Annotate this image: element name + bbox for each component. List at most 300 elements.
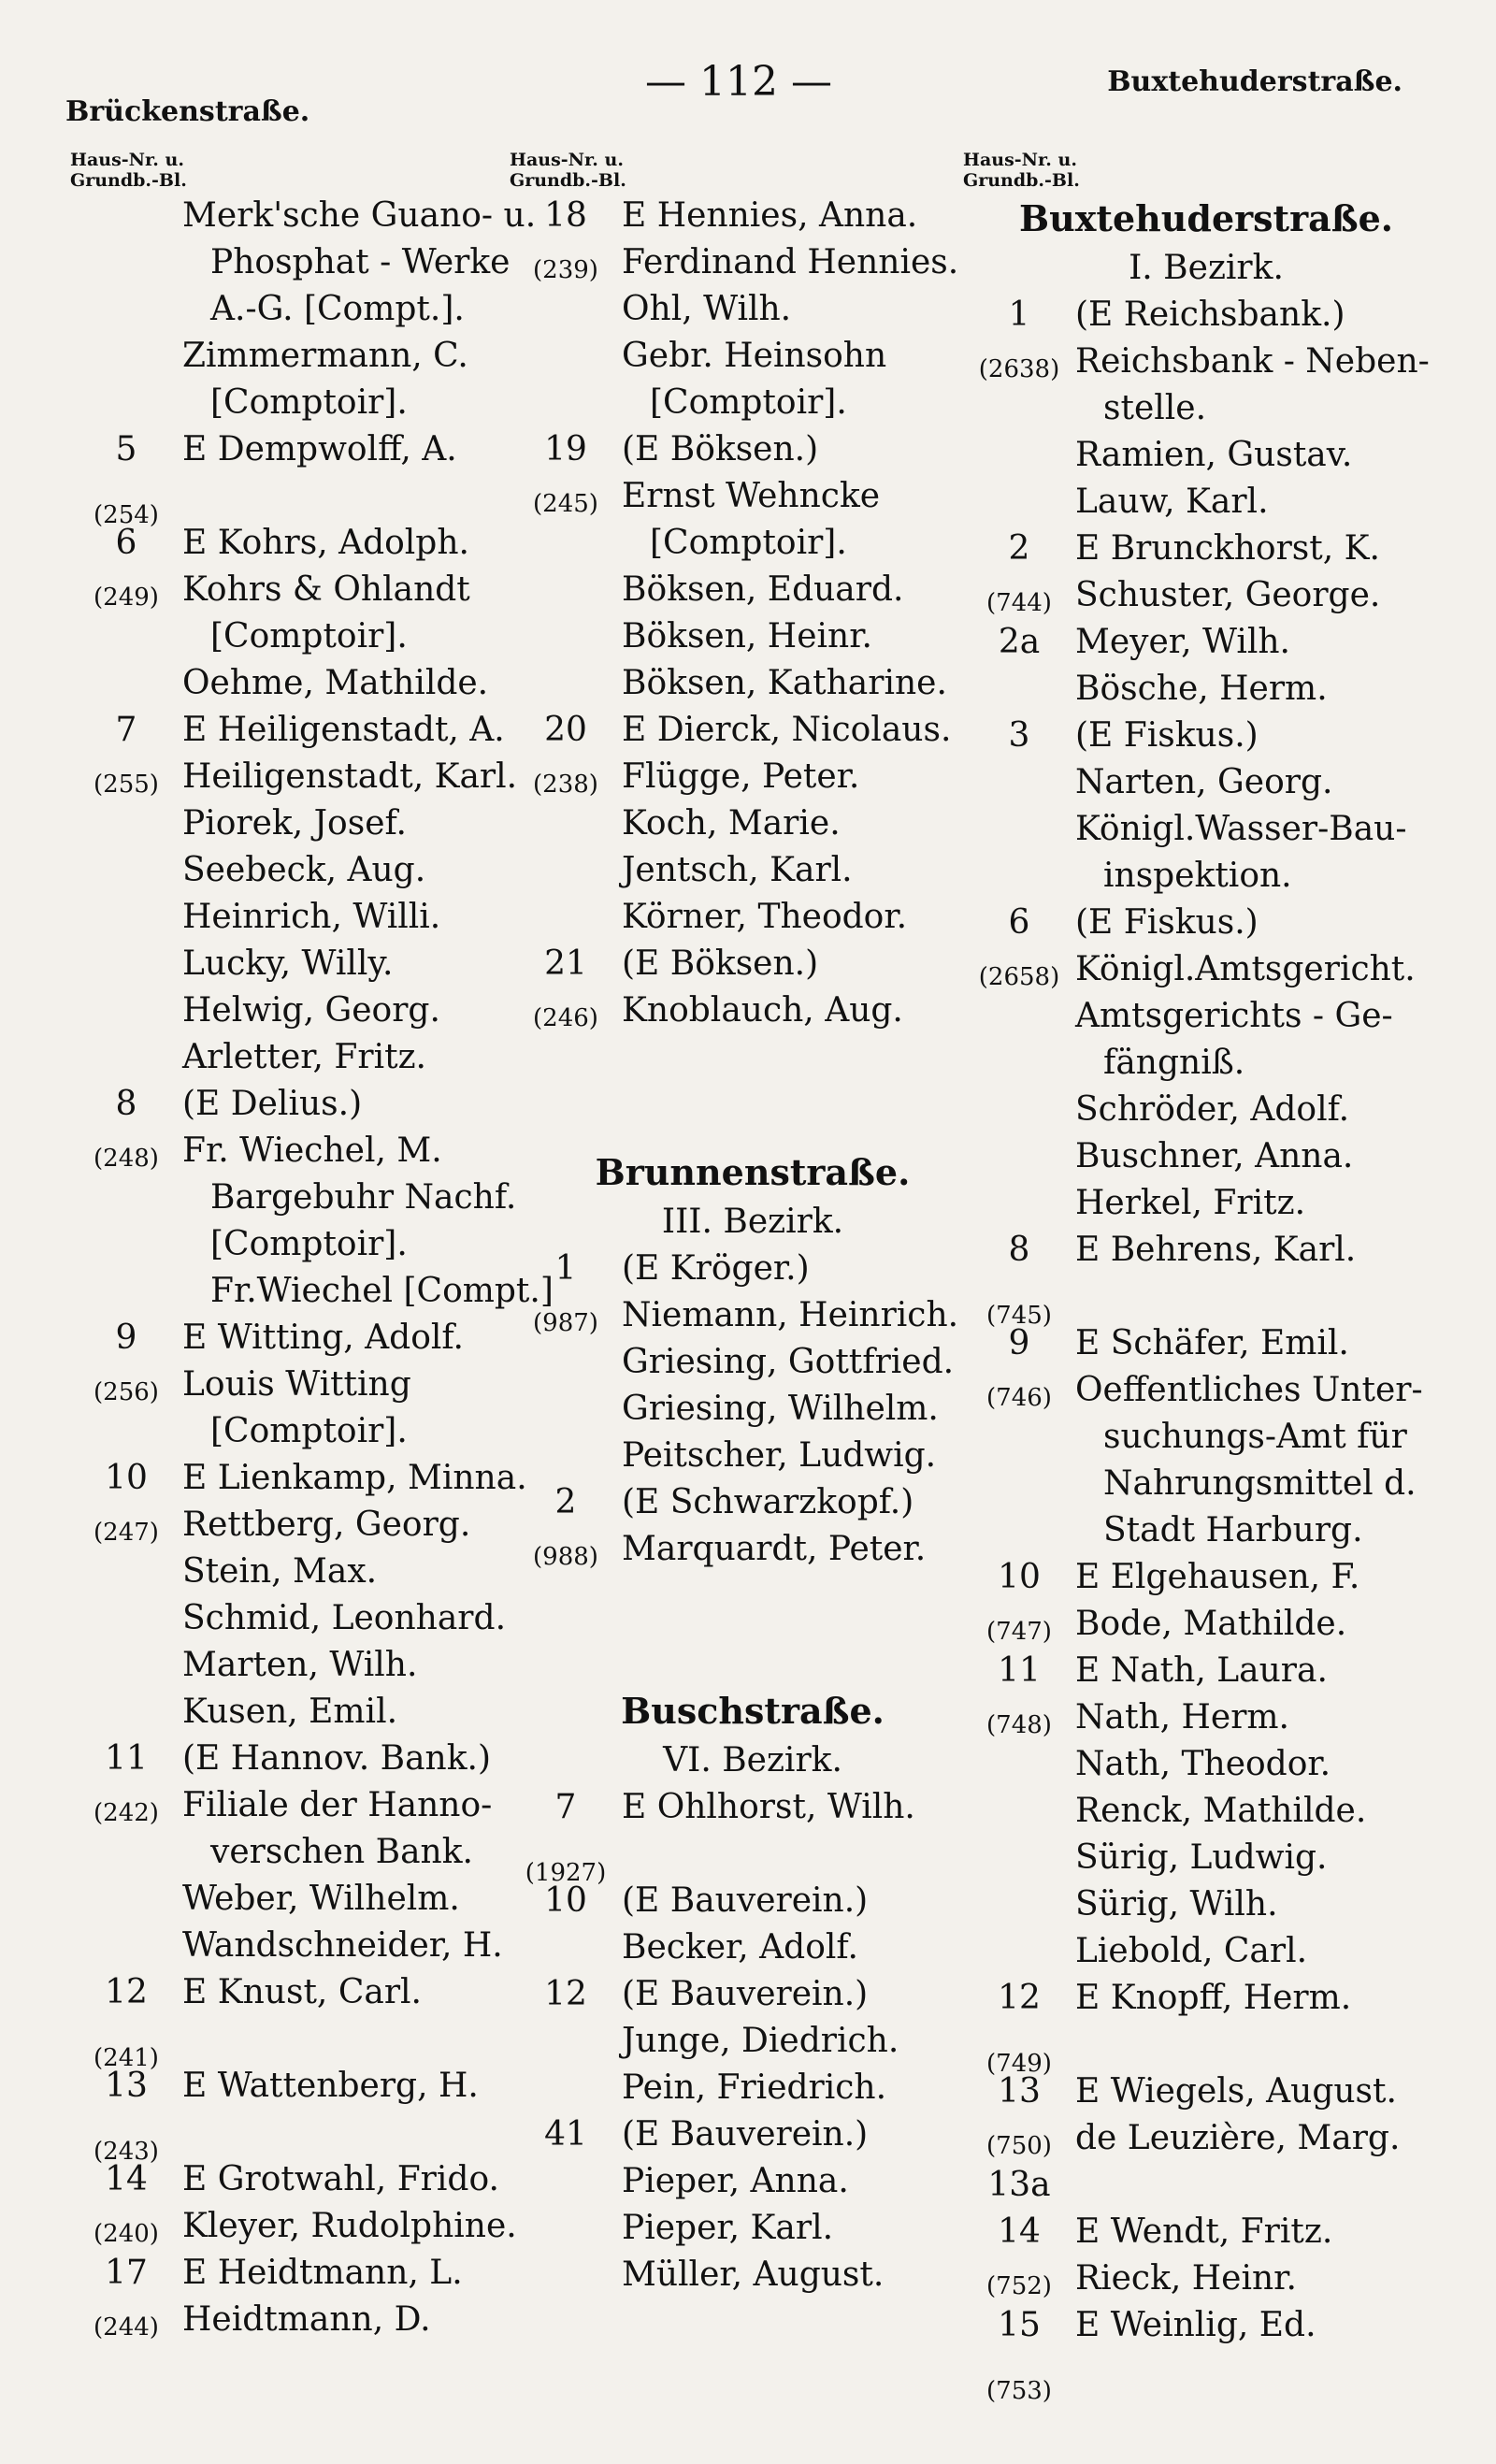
directory-entry [70,426,566,473]
resident-name: E Ohlhorst, Wilh. [622,1788,915,1826]
directory-entry [510,707,996,754]
resident-name: Pieper, Anna. [622,2162,849,2200]
resident-name: (E Fiskus.) [1075,716,1259,755]
resident-name: (E Böksen.) [622,944,819,983]
directory-entry [70,567,566,613]
directory-entry [963,619,1449,666]
district-heading: I. Bezirk. [1129,249,1284,287]
directory-entry [70,1502,566,1549]
resident-name: [Comptoir]. [210,1225,408,1263]
land-register-number: (746) [986,1384,1052,1412]
directory-entry [510,1526,996,1573]
directory-entry [70,707,566,754]
house-number: 12 [105,1973,148,2011]
resident-name: Nahrungsmittel d. [1103,1464,1417,1503]
section-gap [510,1573,996,1685]
resident-name: Weber, Wilhelm. [182,1880,460,1918]
house-number: 10 [544,1881,587,1920]
resident-name: Schuster, George. [1075,576,1381,614]
directory-entry [963,713,1449,759]
directory-entry [510,847,996,894]
house-number: 3 [1008,716,1030,755]
resident-name: Marquardt, Peter. [622,1530,927,1568]
resident-name: E Dierck, Nicolaus. [622,711,952,749]
resident-name: Müller, August. [622,2255,885,2294]
directory-entry [510,1784,996,1831]
directory-entry [963,2068,1449,2115]
resident-name: [Comptoir]. [210,1412,408,1450]
house-number: 1 [554,1249,577,1288]
land-register-number: (752) [986,2272,1052,2300]
directory-entry [510,1924,996,1971]
directory-entry [70,1081,566,1128]
column-heading [510,150,996,191]
house-number: 13 [105,2067,148,2105]
land-register-number: (753) [986,2377,1052,2405]
land-register-number: (749) [986,2050,1052,2078]
resident-name: E Lienkamp, Minna. [182,1459,527,1497]
house-number: 2 [1008,529,1030,568]
resident-name: Königl.Amtsgericht. [1075,950,1416,988]
house-number: 10 [105,1459,148,1497]
house-number: 6 [1008,903,1030,942]
directory-entry [963,806,1449,853]
directory-entry [963,666,1449,713]
street-heading: Buxtehuderstraße. [1018,197,1394,239]
directory-entry [963,1554,1449,1601]
resident-name: Peitscher, Ludwig. [622,1436,937,1475]
directory-entry [70,2016,566,2072]
resident-name: [Comptoir]. [650,383,847,422]
house-number: 13 [998,2072,1041,2111]
directory-entry [963,1461,1449,1507]
page-header [0,58,1496,128]
directory-entry [70,1315,566,1362]
directory-entry [510,1246,996,1292]
resident-name: E Knopff, Herm. [1075,1979,1352,2017]
resident-name: Pein, Friedrich. [622,2068,887,2107]
resident-name: Wandschneider, H. [182,1926,503,1965]
directory-entry [70,333,566,380]
resident-name: E Wattenberg, H. [182,2067,479,2105]
resident-name: [Comptoir]. [210,383,408,422]
resident-name: Bargebuhr Nachf. [210,1178,517,1217]
directory-entry [510,987,996,1034]
resident-name: Kohrs & Ohlandt [182,570,470,609]
resident-name: Ferdinand Hennies. [622,243,959,281]
resident-name: E Grotwahl, Frido. [182,2160,499,2198]
column-heading-line: Grundb.-Bl. [510,170,626,191]
directory-entry [963,339,1449,385]
resident-name: (E Schwarzkopf.) [622,1483,914,1521]
land-register-number: (1927) [525,1859,607,1887]
directory-entry [510,2252,996,2298]
resident-name: Amtsgerichts - Ge- [1075,997,1393,1035]
house-number: 9 [115,1318,137,1357]
resident-name: Heiligenstadt, Karl. [182,757,518,796]
directory-entry [510,941,996,987]
directory-entry [70,1408,566,1455]
house-number: 41 [544,2115,587,2154]
column-heading [70,150,566,191]
directory-entry [510,333,996,380]
directory-entry [510,800,996,847]
resident-name: (E Bauverein.) [622,1975,869,2013]
house-number: 2a [998,623,1041,661]
directory-entry [70,987,566,1034]
resident-name: (E Hannov. Bank.) [182,1739,492,1778]
directory-entry [963,1274,1449,1330]
house-number: 12 [544,1975,587,2013]
directory-entry [70,1782,566,1829]
resident-name: Gebr. Heinsohn [622,337,887,375]
resident-name: Bode, Mathilde. [1075,1605,1347,1643]
directory-entry [510,1292,996,1339]
resident-name: Sürig, Ludwig. [1075,1838,1328,1877]
resident-name: Herkel, Fritz. [1075,1184,1306,1222]
house-number: 21 [544,944,587,983]
directory-entry [510,1339,996,1386]
resident-name: E Knust, Carl. [182,1973,422,2011]
land-register-number: (988) [533,1543,598,1571]
resident-name: Heinrich, Willi. [182,898,441,936]
resident-name: E Behrens, Karl. [1075,1231,1357,1269]
directory-entry [963,759,1449,806]
directory-entry [70,847,566,894]
directory-entry [70,754,566,800]
directory-entry [510,2065,996,2111]
running-head-right: Buxtehuderstraße. [1107,65,1402,98]
directory-entry [963,1881,1449,1928]
directory-entry [70,520,566,567]
resident-name: Helwig, Georg. [182,991,440,1030]
column-2 [510,150,996,2298]
resident-name: Liebold, Carl. [1075,1932,1308,1970]
column-heading-line: Grundb.-Bl. [70,170,187,191]
house-number: 11 [998,1651,1041,1690]
directory-entry [963,1227,1449,1274]
directory-entry [70,1549,566,1595]
resident-name: Pieper, Karl. [622,2209,834,2247]
directory-entry [70,1128,566,1174]
house-number: 10 [998,1558,1041,1596]
resident-name: Ohl, Wilh. [622,290,792,328]
land-register-number: (2638) [978,355,1060,383]
land-register-number: (239) [533,256,598,284]
column-heading-line: Haus-Nr. u. [70,150,184,170]
page-number: — 112 — [645,58,832,106]
directory-entry [510,660,996,707]
resident-name: Schmid, Leonhard. [182,1599,507,1637]
land-register-number: (247) [94,1519,159,1547]
resident-name: Bösche, Herm. [1075,670,1328,708]
district-heading: VI. Bezirk. [663,1741,842,1780]
resident-name: Königl.Wasser-Bau- [1075,810,1407,848]
resident-name: Rieck, Heinr. [1075,2259,1297,2298]
resident-name: Filiale der Hanno- [182,1786,493,1824]
resident-name: inspektion. [1103,857,1292,895]
resident-name: verschen Bank. [210,1833,473,1871]
resident-name: Meyer, Wilh. [1075,623,1290,661]
directory-entry [70,894,566,941]
resident-name: Lauw, Karl. [1075,483,1269,521]
directory-entry [963,479,1449,526]
resident-name: Griesing, Gottfried. [622,1343,955,1381]
directory-entry [70,286,566,333]
directory-entry [70,1876,566,1923]
directory-entry [70,473,566,529]
directory-entry [963,432,1449,479]
directory-entry [510,1878,996,1924]
resident-name: E Weinlig, Ed. [1075,2306,1316,2344]
directory-entry [70,2110,566,2166]
resident-name: E Hennies, Anna. [622,196,918,235]
resident-name: Koch, Marie. [622,804,841,843]
resident-name: (E Kröger.) [622,1249,810,1288]
resident-name: E Dempwolff, A. [182,430,457,468]
directory-entry [963,1507,1449,1554]
land-register-number: (748) [986,1711,1052,1739]
directory-entry [70,1221,566,1268]
directory-entry [963,2162,1449,2209]
directory-entry [70,2250,566,2297]
directory-entry [510,894,996,941]
resident-name: E Witting, Adolf. [182,1318,464,1357]
directory-entry [510,239,996,286]
house-number: 1 [1008,295,1030,334]
resident-name: Renck, Mathilde. [1075,1792,1367,1830]
directory-entry [510,1479,996,1526]
directory-entry [510,754,996,800]
directory-entry [963,1180,1449,1227]
house-number: 7 [554,1788,577,1826]
directory-entry [963,292,1449,339]
directory-entry [963,1788,1449,1835]
directory-entry [70,1923,566,1969]
house-number: 19 [544,430,587,468]
resident-name: A.-G. [Compt.]. [210,290,465,328]
land-register-number: (248) [94,1145,159,1173]
directory-entry [70,239,566,286]
directory-entry [70,2203,566,2250]
resident-name: Nath, Herm. [1075,1698,1289,1736]
resident-name: suchungs-Amt für [1103,1418,1407,1456]
directory-entry [70,2156,566,2203]
house-number: 15 [998,2306,1041,2344]
house-number: 2 [554,1483,577,1521]
column-heading-line: Grundb.-Bl. [963,170,1080,191]
directory-entry [70,800,566,847]
resident-name: (E Bauverein.) [622,1881,869,1920]
directory-entry [70,1969,566,2016]
land-register-number: (243) [94,2138,159,2166]
resident-name: Rettberg, Georg. [182,1506,471,1544]
directory-entry [70,941,566,987]
directory-entry [70,1362,566,1408]
resident-name: Marten, Wilh. [182,1646,418,1684]
directory-entry [963,1320,1449,1367]
house-number: 14 [998,2212,1041,2251]
district-heading: III. Bezirk. [661,1203,844,1241]
land-register-number: (747) [986,1618,1052,1646]
resident-name: E Elgehausen, F. [1075,1558,1360,1596]
directory-entry [963,853,1449,900]
directory-entry [963,1040,1449,1087]
resident-name: fängniß. [1103,1044,1245,1082]
directory-entry [510,2111,996,2158]
resident-name: Körner, Theodor. [622,898,908,936]
resident-name: Knoblauch, Aug. [622,991,903,1030]
land-register-number: (744) [986,589,1052,617]
directory-entry [963,1928,1449,1975]
resident-name: Schröder, Adolf. [1075,1090,1350,1129]
column-heading-line: Haus-Nr. u. [963,150,1077,170]
directory-entry [70,1595,566,1642]
directory-entry [963,1367,1449,1414]
directory-entry [963,1741,1449,1788]
resident-name: Piorek, Josef. [182,804,407,843]
directory-entry [510,286,996,333]
resident-name: Nath, Theodor. [1075,1745,1331,1783]
resident-name: (E Fiskus.) [1075,903,1259,942]
house-number: 6 [115,524,137,562]
resident-name: Sürig, Wilh. [1075,1885,1278,1924]
house-number: 12 [998,1979,1041,2017]
resident-name: E Schäfer, Emil. [1075,1324,1349,1362]
directory-entry [510,567,996,613]
resident-name: [Comptoir]. [650,524,847,562]
resident-name: Buschner, Anna. [1075,1137,1354,1175]
directory-entry [963,2209,1449,2255]
resident-name: E Nath, Laura. [1075,1651,1328,1690]
land-register-number: (246) [533,1004,598,1032]
directory-entry [70,2063,566,2110]
resident-name: Niemann, Heinrich. [622,1296,959,1334]
resident-name: Kusen, Emil. [182,1693,398,1731]
directory-entry [70,1642,566,1689]
resident-name: Junge, Diedrich. [622,2022,899,2060]
house-number: 20 [544,711,587,749]
resident-name: stelle. [1103,389,1207,427]
resident-name: Heidtmann, D. [182,2300,431,2339]
resident-name: Stein, Max. [182,1552,378,1591]
directory-entry [510,193,996,239]
directory-entry [963,2349,1449,2405]
directory-entry [70,1034,566,1081]
directory-entry [963,1414,1449,1461]
land-register-number: (255) [94,771,159,799]
directory-entry [510,613,996,660]
resident-name: Narten, Georg. [1075,763,1333,801]
resident-name: Jentsch, Karl. [622,851,853,889]
street-heading: Buschstraße. [621,1690,885,1732]
house-number: 8 [115,1085,137,1123]
house-number: 8 [1008,1231,1030,1269]
resident-name: Zimmermann, C. [182,337,468,375]
street-heading: Brunnenstraße. [595,1151,911,1193]
column-heading-line: Haus-Nr. u. [510,150,624,170]
directory-entry [963,993,1449,1040]
house-number: 13a [987,2166,1051,2204]
resident-name: Böksen, Katharine. [622,664,947,702]
directory-entry [963,2302,1449,2349]
directory-entry [963,2255,1449,2302]
directory-entry [70,1455,566,1502]
directory-entry [963,1133,1449,1180]
directory-entry [70,1689,566,1736]
directory-entry [963,526,1449,572]
resident-name: E Wiegels, August. [1075,2072,1397,2111]
directory-entry [510,1433,996,1479]
resident-name: E Heiligenstadt, A. [182,711,505,749]
directory-entry [70,613,566,660]
directory-entry [963,900,1449,946]
land-register-number: (245) [533,490,598,518]
land-register-number: (254) [94,501,159,529]
directory-entry [510,2205,996,2252]
land-register-number: (244) [94,2313,159,2342]
land-register-number: (249) [94,584,159,612]
directory-entry [963,385,1449,432]
directory-entry [70,380,566,426]
resident-name: E Heidtmann, L. [182,2254,463,2292]
resident-name: Merk'sche Guano- u. [182,196,537,235]
resident-name: Griesing, Wilhelm. [622,1390,939,1428]
directory-entry [510,426,996,473]
resident-name: (E Delius.) [182,1085,363,1123]
resident-name: Reichsbank - Neben- [1075,342,1430,381]
resident-name: Stadt Harburg. [1103,1511,1363,1549]
house-number: 5 [115,430,137,468]
column-1 [70,150,566,2343]
resident-name: Oeffentliches Unter- [1075,1371,1423,1409]
resident-name: E Brunckhorst, K. [1075,529,1380,568]
land-register-number: (242) [94,1799,159,1827]
land-register-number: (240) [94,2220,159,2248]
resident-name: Phosphat - Werke [210,243,511,281]
directory-entry [510,1971,996,2018]
resident-name: Arletter, Fritz. [182,1038,426,1076]
house-number: 14 [105,2160,148,2198]
directory-entry [963,1648,1449,1694]
land-register-number: (987) [533,1309,598,1337]
resident-name: Böksen, Heinr. [622,617,872,656]
directory-entry [510,1386,996,1433]
column-3 [963,150,1449,2405]
directory-entry [963,1601,1449,1648]
resident-name: Ramien, Gustav. [1075,436,1353,474]
resident-name: Lucky, Willy. [182,944,394,983]
directory-entry [70,1174,566,1221]
resident-name: (E Reichsbank.) [1075,295,1345,334]
resident-name: Louis Witting [182,1365,411,1404]
directory-entry [963,2022,1449,2078]
section-gap [510,1034,996,1146]
directory-entry [70,660,566,707]
resident-name: Kleyer, Rudolphine. [182,2207,517,2245]
directory-entry [70,1268,566,1315]
resident-name: E Kohrs, Adolph. [182,524,469,562]
land-register-number: (241) [94,2044,159,2072]
resident-name: de Leuzière, Marg. [1075,2119,1401,2157]
directory-entry [510,1831,996,1887]
directory-entry [510,2018,996,2065]
directory-entry [963,2115,1449,2162]
resident-name: Flügge, Peter. [622,757,860,796]
directory-entry [963,572,1449,619]
directory-entry [963,1694,1449,1741]
resident-name: Oehme, Mathilde. [182,664,489,702]
